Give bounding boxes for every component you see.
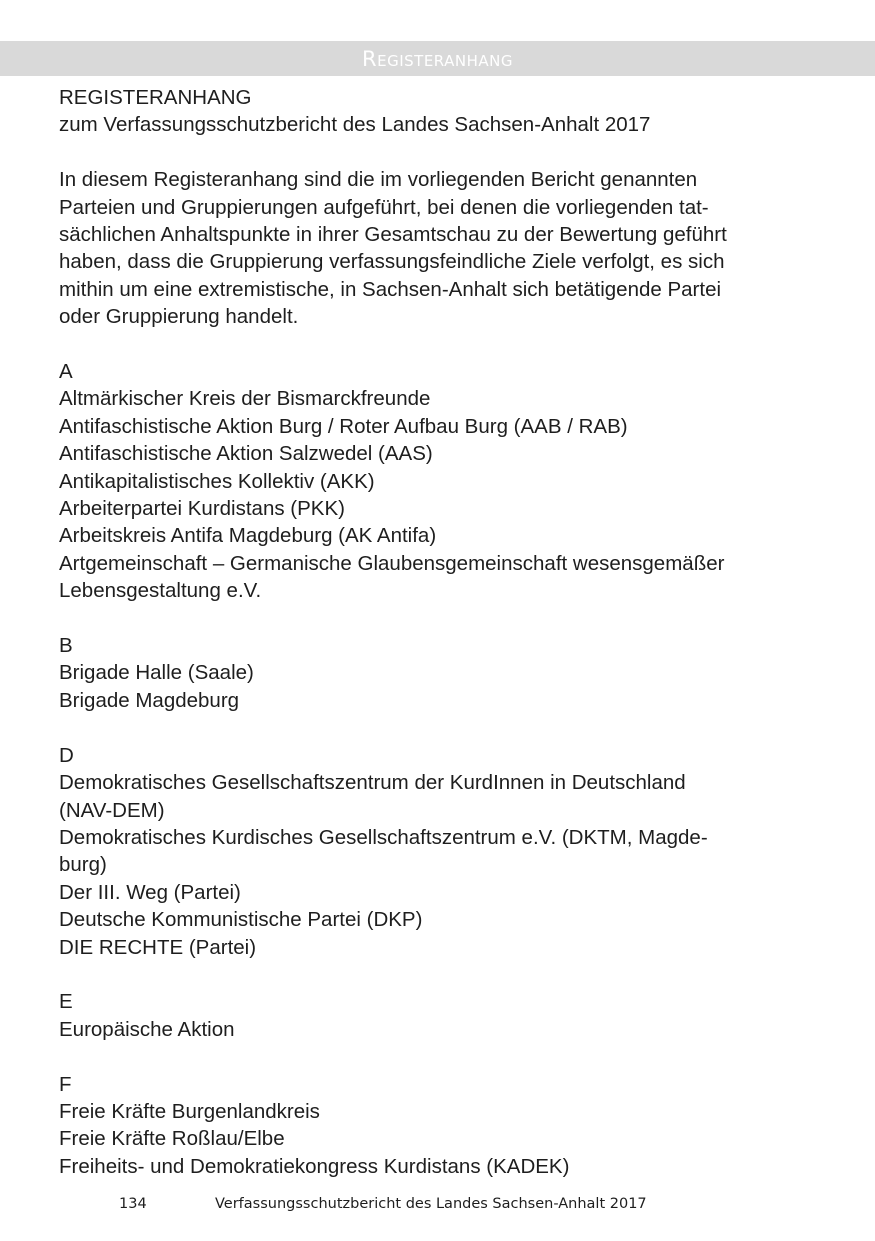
spacer (59, 714, 819, 741)
register-section-f (59, 1071, 819, 1181)
section-letter: A (59, 360, 73, 384)
running-header (0, 41, 875, 76)
register-entry: Arbeiterpartei Kurdistans (PKK) (59, 497, 345, 521)
intro-paragraph (59, 166, 819, 330)
intro-line: oder Gruppierung handelt. (59, 305, 299, 329)
register-entry: Freie Kräfte Roßlau/Elbe (59, 1127, 285, 1151)
spacer (59, 331, 819, 358)
intro-line: sächlichen Anhaltspunkte in ihrer Gesamtschau zu der Bewertung geführt (59, 223, 727, 247)
register-section-e (59, 988, 819, 1043)
register-entry: Der III. Weg (Partei) (59, 880, 241, 904)
register-section-b (59, 632, 819, 714)
intro-line: Parteien und Gruppierungen aufgeführt, bei denen die vorliegenden tat- (59, 195, 709, 219)
register-entry: (NAV-DEM) (59, 798, 165, 822)
spacer (59, 139, 819, 166)
running-header-title: Registeranhang (362, 47, 513, 71)
register-section-d (59, 742, 819, 961)
section-letter: E (59, 990, 73, 1014)
register-entry: Europäische Aktion (59, 1017, 235, 1041)
page-number: 134 (119, 1196, 147, 1212)
section-letter: B (59, 634, 73, 658)
register-entry: Arbeitskreis Antifa Magdeburg (AK Antifa) (59, 524, 437, 548)
register-entry: Freie Kräfte Burgenlandkreis (59, 1099, 320, 1123)
register-entry: Brigade Halle (Saale) (59, 661, 254, 685)
footer-title: Verfassungsschutzbericht des Landes Sachsen-Anhalt 2017 (215, 1196, 647, 1212)
spacer (59, 605, 819, 632)
intro-line: In diesem Registeranhang sind die im vorliegenden Bericht genannten (59, 168, 698, 192)
register-entry: Brigade Magdeburg (59, 688, 240, 712)
page-content (59, 84, 819, 1180)
register-entry: Altmärkischer Kreis der Bismarckfreunde (59, 387, 431, 411)
register-entry: burg) (59, 853, 107, 877)
spacer (59, 961, 819, 988)
register-section-a (59, 358, 819, 605)
section-letter: F (59, 1072, 72, 1096)
register-entry: Demokratisches Kurdisches Gesellschaftszentrum e.V. (DKTM, Magde- (59, 825, 708, 849)
register-entry: Demokratisches Gesellschaftszentrum der KurdInnen in Deutschland (59, 771, 686, 795)
register-entry: Artgemeinschaft – Germanische Glaubensgemeinschaft wesensgemäßer (59, 551, 725, 575)
section-letter: D (59, 743, 74, 767)
register-entry: DIE RECHTE (Partei) (59, 935, 257, 959)
register-entry: Antifaschistische Aktion Burg / Roter Aufbau Burg (AAB / RAB) (59, 414, 628, 438)
spacer (59, 1043, 819, 1070)
register-entry: Antifaschistische Aktion Salzwedel (AAS) (59, 442, 433, 466)
register-entry: Lebensgestaltung e.V. (59, 579, 262, 603)
register-heading: REGISTERANHANG (59, 86, 252, 109)
register-entry: Antikapitalistisches Kollektiv (AKK) (59, 469, 375, 493)
intro-line: mithin um eine extremistische, in Sachsen-Anhalt sich betätigende Partei (59, 277, 722, 301)
intro-line: haben, dass die Gruppierung verfassungsfeindliche Ziele verfolgt, es sich (59, 250, 725, 274)
register-entry: Deutsche Kommunistische Partei (DKP) (59, 908, 423, 932)
register-entry: Freiheits- und Demokratiekongress Kurdistans (KADEK) (59, 1154, 570, 1178)
page-footer (0, 1196, 875, 1216)
register-subheading: zum Verfassungsschutzbericht des Landes Sachsen-Anhalt 2017 (59, 113, 651, 137)
